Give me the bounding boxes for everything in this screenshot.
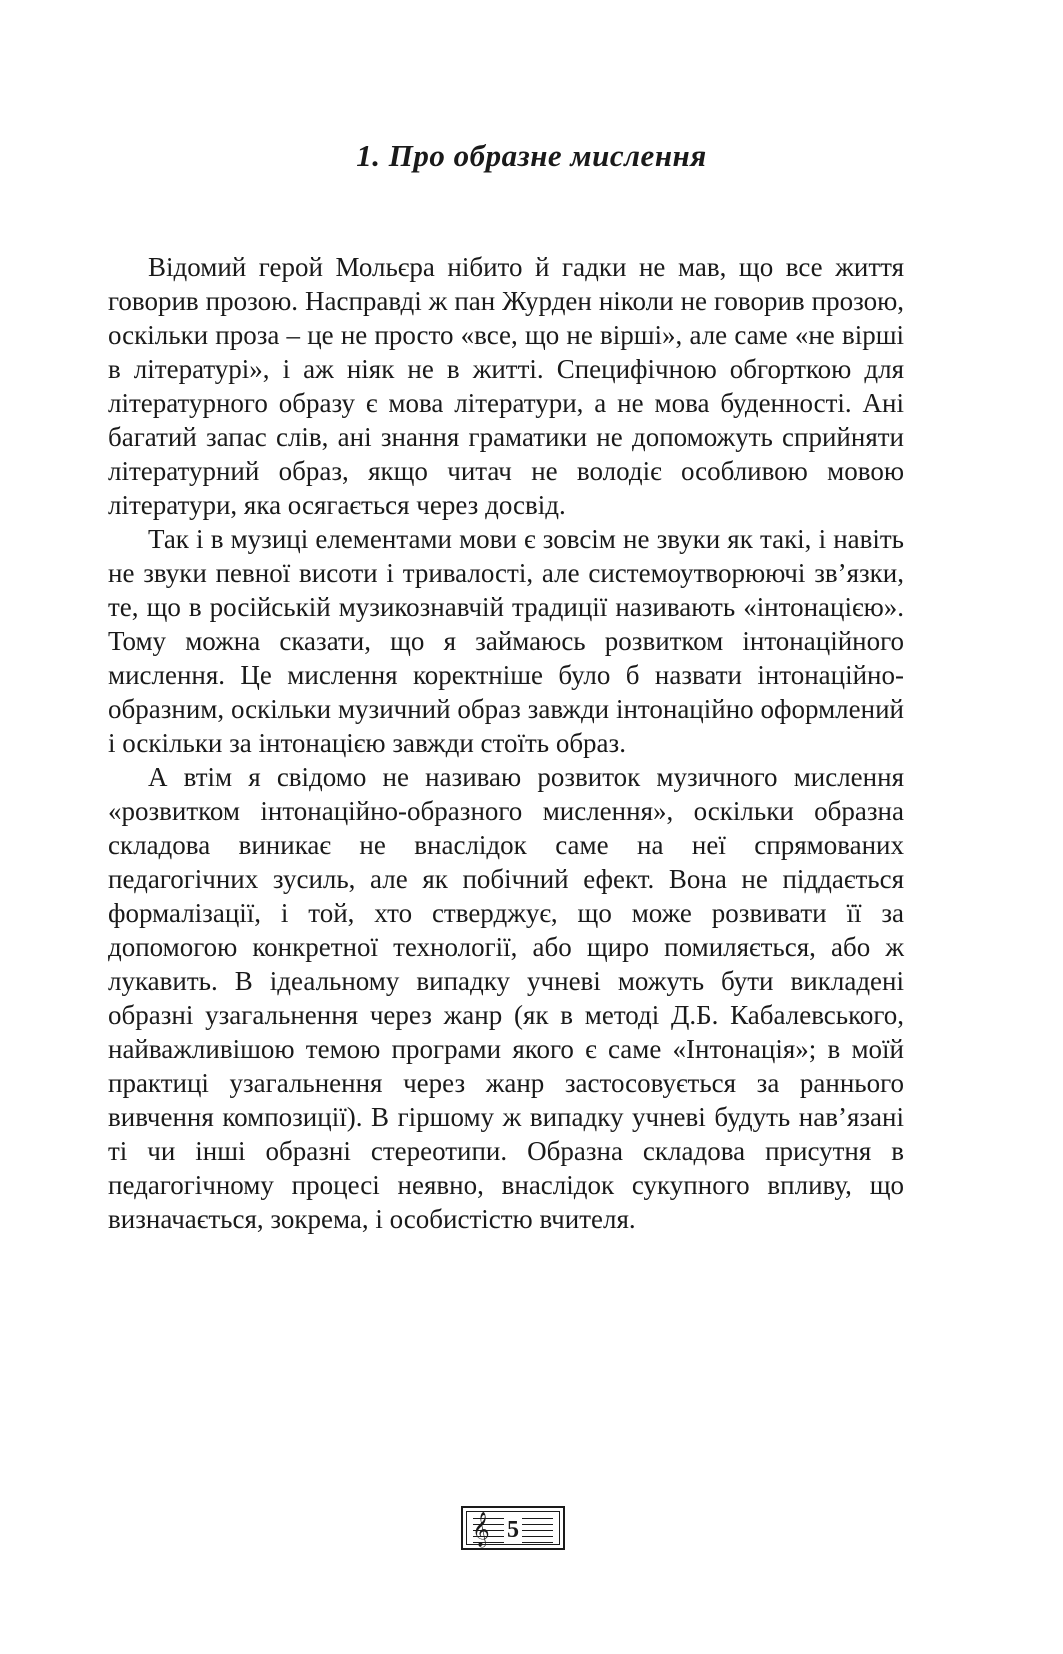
body-text: [108, 250, 904, 1236]
page-number-ornament: [461, 1506, 565, 1550]
page-number: [467, 1515, 559, 1545]
music-staff-frame: [466, 1511, 560, 1545]
paragraph-3: А втім я свідомо не називаю розвиток музичного мислення «розвитком інтонаційно-образного мислення», оскільки образна складова виникає не внаслідок саме на неї спрямованих педагогічних зусиль, але як побічний ефект. Вона не піддається формалізації, і той, хто стверджує, що може розвивати її за допомогою конкретної технології, або щиро помиляється, або ж лукавить. В ідеальному випадку учневі можуть бути викладені образні узагальнення через жанр (як в методі Д.Б. Кабалевського, найважливішою темою програми якого є саме «Інтонація»; в моїй практиці узагальнення через жанр застосовується за раннього вивчення композиції). В гіршому ж випадку учневі будуть нав’язані ті чи інші образні стереотипи. Образна складова присутня в педагогічному процесі неявно, внаслідок сукупного впливу, що визначається, зокрема, і особистістю вчителя.: [108, 762, 904, 1234]
chapter-title: 1. Про образне мислення: [356, 138, 707, 173]
paragraph-2: Так і в музиці елементами мови є зовсім не звуки як такі, і навіть не звуки певної висоти і тривалості, але системоутворюючі зв’язки, те, що в російській музикознавчій традиції називають «інтонацією». Тому можна сказати, що я займаюсь розвитком інтонаційного мислення. Це мислення коректніше було б назвати інтонаційно-образним, оскільки музичний образ завжди інтонаційно оформлений і оскільки за інтонацією завжди стоїть образ.: [108, 524, 904, 758]
treble-clef-icon: 𝄞: [472, 1512, 490, 1547]
page-number-text: 5: [504, 1517, 522, 1543]
paragraph-1: Відомий герой Мольєра нібито й гадки не мав, що все життя говорив прозою. Насправді ж пан Журден ніколи не говорив прозою, оскільки проза – це не просто «все, що не вірші», але саме «не вірші в літературі», і аж ніяк не в житті. Специфічною обгорткою для літературного образу є мова літератури, а не мова буденності. Ані багатий запас слів, ані знання граматики не допоможуть сприйняти літературний образ, якщо читач не володіє особливою мовою літератури, яка осягається через досвід.: [108, 252, 904, 520]
